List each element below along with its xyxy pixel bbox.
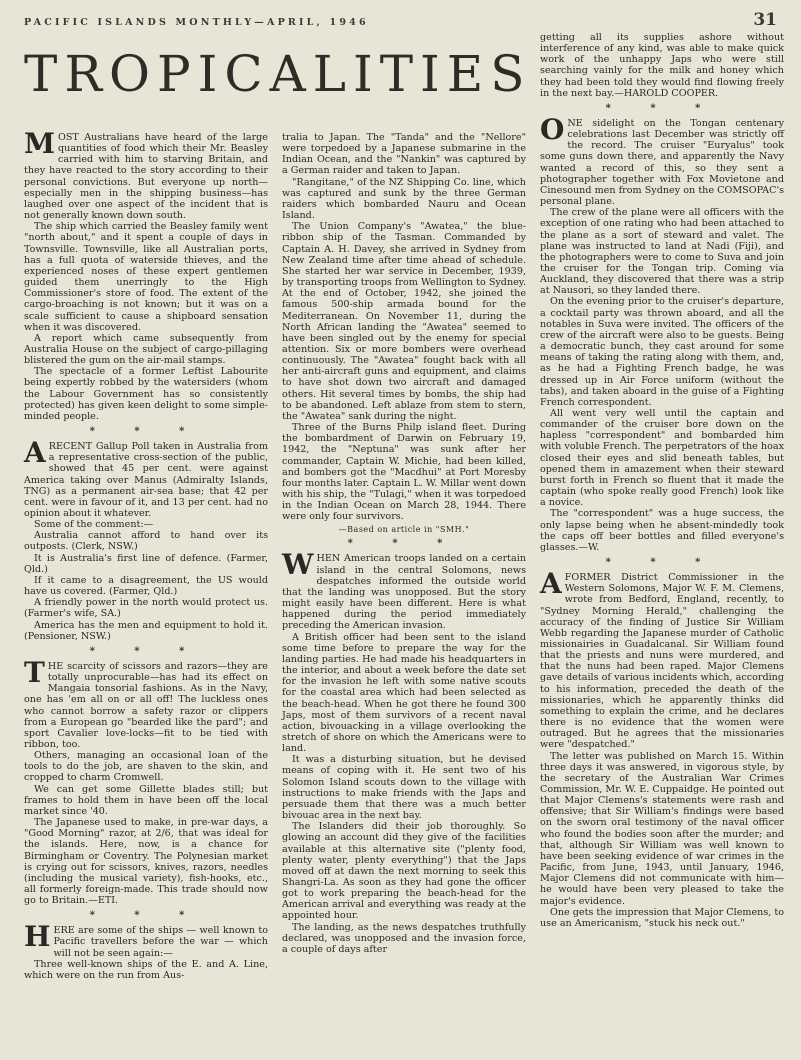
paragraph	[24, 784, 268, 817]
paragraph-text: The Islanders did their job thoroughly. So glowing an account did they give of the facilities available at this alternative site ("plenty food, plenty water, plenty everything") that the Japs moved off at dawn the next morning to seek this Shangri-La. As soon as they had gone the officer got to work preparing the beach-head for the American arrival and everything was ready at the appointed hour.	[282, 821, 526, 922]
drop-cap: M	[24, 127, 55, 160]
paragraph	[540, 112, 784, 208]
running-header	[24, 10, 777, 28]
drop-cap: O	[540, 112, 565, 146]
paragraph-text: On the evening prior to the cruiser's departure, a cocktail party was thrown aboard, and all the notables in Suva were invited. The officers of the crew of the aircraft were also to be guests. Being a democratic bunch, they cast around for some means of taking the rating along with them, and, as he had a Fighting French badge, he was dressed up in Air Force uniform (without the tabs), and taken aboard in the guise of a Fighting French correspondent.	[540, 296, 784, 408]
paragraph-text: The landing, as the news despatches truthfully declared, was unopposed and the invasion force, a couple of days after	[282, 921, 526, 955]
paragraph-text: tralia to Japan. The "Tanda" and the "Nellore" were torpedoed by a Japanese submarine in the Indian Ocean, and the "Nankin" was captured by a German raider and taken to Japan.	[282, 132, 526, 177]
paragraph-text: HE scarcity of scissors and razors—they are totally unprocurable—has had its effect on Mangaia tonsorial fashions. As in the Navy, one has 'em all on or all off! The luckless ones who cannot borrow a safety razor or clippers from a European go "bearded like the pard"; and sport Cavalier love-locks—fit to be tied with ribbon, too.	[24, 660, 268, 750]
paragraph	[24, 333, 268, 366]
column-2	[282, 32, 526, 981]
paragraph	[24, 436, 268, 519]
paragraph	[282, 548, 526, 632]
paragraph-text: A friendly power in the north would protect us. (Farmer's wife, SA.)	[24, 597, 268, 620]
section-divider: * * *	[89, 910, 203, 922]
paragraph	[282, 422, 526, 522]
article-credit: —Based on article in "SMH."	[338, 525, 470, 535]
paragraph	[24, 553, 268, 575]
paragraph	[540, 567, 784, 751]
paragraph-text: Three well-known ships of the E. and A. Line, which were on the run from Aus-	[24, 958, 268, 981]
drop-cap: A	[540, 567, 562, 601]
section-divider: * * *	[89, 645, 203, 657]
paragraph	[540, 207, 784, 296]
article-lost-ships-cont	[282, 132, 526, 522]
article-beasley	[24, 127, 268, 422]
paragraph-text: Others, managing an occasional loan of the tools to do the job, are shaven to the skin, and cropped to charm Cromwell.	[24, 750, 268, 784]
paragraph-text: The letter was published on March 15. Within three days it was answered, in vigorous style, by the secretary of the Australian War Crimes Commission, Mr. W. E. Cuppaidge. He pointed out that Major Clemens's statements were rash and offensive; that Sir William's findings were based on the sworn oral testimony of the naval officer who found the bodies soon after the murder; and that, although Sir William was well known to have been seeking evidence of war crimes in the Pacific, from June, 1943, until January, 1946, Major Clemens did not communicate with him—he would have been very pleased to take the major's evidence.	[540, 750, 784, 907]
section-divider: * * *	[605, 102, 719, 114]
paragraph	[24, 817, 268, 906]
section-divider: * * *	[89, 426, 203, 438]
paragraph	[24, 597, 268, 619]
paragraph	[540, 296, 784, 408]
paragraph	[540, 751, 784, 907]
paragraph	[24, 575, 268, 597]
drop-cap: H	[24, 920, 51, 954]
paragraph-text: The "correspondent" was a huge success, the only lapse being when he absent-mindedly took the caps off beer bottles and filled everyone's glasses.—W.	[540, 508, 784, 553]
paragraph-text: A British officer had been sent to the island some time before to prepare the way for the landing parties. He had made his headquarters in the interior, and about a week before the date set for the invasion he left with some native scouts for the coastal area which had been selected as the beach-head. When he got there he found 300 Japs, most of them survivors of a recent naval action, bivouacking in a village overlooking the stretch of shore on which the Americans were to land.	[282, 631, 526, 755]
drop-cap: A	[24, 436, 46, 470]
column-1	[24, 32, 268, 981]
section-divider: * * *	[347, 538, 461, 550]
paragraph-text: All went very well until the captain and commander of the cruiser bore down on the hapless "correspondent" and bombarded him with voluble French. The perpetrators of the hoax closed their eyes and slid beneath tables, but opened them in amazement when their steward burst forth in French so fluent that it made the captain (who spoke really good French) look like a novice.	[540, 408, 784, 509]
paragraph	[282, 132, 526, 177]
section-divider: * * *	[605, 557, 719, 569]
paragraph	[24, 127, 268, 222]
paragraph	[282, 221, 526, 422]
paragraph	[24, 221, 268, 333]
paragraph	[540, 32, 784, 99]
column-3	[540, 32, 784, 981]
paragraph-text: If it came to a disagreement, the US would have us covered. (Farmer, Qld.)	[24, 574, 268, 598]
paragraph-text: getting all its supplies ashore without interference of any kind, was able to make quick work of the unhappy Japs who were still searching vainly for the milk and honey which they had been told they would find flowing freely in the next bay.—HAROLD COOPER.	[540, 32, 784, 99]
paragraph-text: Australia cannot afford to hand over its outposts. (Clerk, NSW.)	[24, 530, 268, 553]
paragraph-text: NE sidelight on the Tongan centenary celebrations last December was strictly off the record. The cruiser "Euryalus" took some guns down there, and apparently the Navy wanted a record of this, so they sent a photographer together with Fox Movietone and Cinesound men from Sydney on the COMSOPAC's personal plane.	[540, 117, 784, 208]
columns	[24, 32, 784, 981]
paragraph-text: HEN American troops landed on a certain island in the central Solomons, news despatches informed the outside world that the landing was unopposed. But the story might easily have been different. Here is what happened during the period immediately preceding the American invasion.	[282, 553, 526, 632]
paragraph	[282, 632, 526, 755]
paragraph-text: It is Australia's first line of defence. (Farmer, Qld.)	[24, 552, 268, 575]
paragraph-text: The ship which carried the Beasley family went "north about," and it spent a couple of days in Townsville. Townsville, like all Australian ports, has a full quota of waterside thieves, and the experienced noses of these expert gentlemen guided them unerringly to the High Commissioner's store of food. The extent of the cargo-broaching is not known; but it was on a scale sufficient to cause a shipboard sensation when it was discovered.	[24, 221, 268, 333]
paragraph-text: The Japanese used to make, in pre-war days, a "Good Morning" razor, at 2/6, that was ideal for the islands. Here, now, is a chance for Birmingham or Coventry. The Polynesian market is crying out for scissors, knives, razors, needles (including the musical variety), fish-hooks, etc., all formerly foreign-made. This trade should now go to Britain.—ETI.	[24, 817, 268, 907]
paragraph-text: America has the men and equipment to hold it. (Pensioner, NSW.)	[24, 619, 268, 642]
paragraph-text: Some of the comment:—	[34, 519, 154, 531]
publication-line: PACIFIC ISLANDS MONTHLY—APRIL, 1946	[24, 17, 369, 28]
article-clemens-letter	[540, 567, 784, 929]
article-solomons-landing	[282, 548, 526, 955]
article-lost-ships	[24, 920, 268, 981]
paragraph-text: OST Australians have heard of the large quantities of food which their Mr. Beasley carried with him to starving Britain, and they have reacted to the story according to their personal convictions. But everyone up north—especially men in the shipping business—has laughed over one aspect of the incident that is not generally known down south.	[24, 132, 268, 222]
paragraph	[282, 821, 526, 921]
page-number: 31	[753, 10, 777, 30]
paragraph-text: The spectacle of a former Leftist Labourite being expertly robbed by the watersiders (whom the Labour Government has so consistently protected) has given keen delight to some simple-minded people.	[24, 366, 268, 422]
paragraph	[24, 959, 268, 981]
paragraph	[540, 508, 784, 553]
paragraph	[540, 408, 784, 508]
article-scissors-razors	[24, 655, 268, 907]
paragraph	[282, 177, 526, 222]
paragraph	[282, 754, 526, 821]
page-title: TROPICALITIES	[24, 45, 532, 103]
paragraph	[24, 750, 268, 783]
drop-cap: W	[282, 548, 314, 582]
paragraph-text: ERE are some of the ships — well known to Pacific travellers before the war — which will not be seen again:—	[53, 925, 268, 959]
paragraph-text: One gets the impression that Major Clemens, to use an Americanism, "stuck his neck out."	[540, 906, 784, 929]
paragraph	[282, 922, 526, 955]
paragraph-text: The Union Company's "Awatea," the blue-ribbon ship of the Tasman. Commanded by Captain A. H. Davey, she arrived in Sydney from New Zealand time after time ahead of schedule. She started her war service in December, 1939, by transporting troops from Wellington to Sydney. At the end of October, 1942, she joined the famous 500-ship armada bound for the Mediterranean. On November 11, during the North African landing the "Awatea" seemed to have been singled out by the enemy for special attention. Six or more bombers were overhead continuously. The "Awatea" fought back with all her anti-aircraft guns and equipment, and claims to have shot down two aircraft and damaged others. Hit several times by bombs, the ship had to be abandoned. Left ablaze from stem to stern, the "Awatea" sank during the night.	[282, 221, 526, 422]
paragraph	[540, 907, 784, 929]
article-tongan-centenary	[540, 112, 784, 553]
paragraph-text: The crew of the plane were all officers with the exception of one rating who had been attached to the plane as a sort of steward and valet. The plane was instructed to land at Nadi (Fiji), and the photographers were to come to Suva and join the cruiser for the Tongan trip. Coming via Auckland, they discovered that there was a strip at Nausori, so they landed there.	[540, 207, 784, 297]
paragraph	[24, 620, 268, 642]
paragraph-text: We can get some Gillette blades still; but frames to hold them in have been off the local market since '40.	[24, 783, 268, 817]
paragraph	[24, 655, 268, 750]
paragraph-text: "Rangitane," of the NZ Shipping Co. line, which was captured and sunk by the three German raiders which bombarded Nauru and Ocean Island.	[282, 176, 526, 222]
paragraph-text: Three of the Burns Philp island fleet. During the bombardment of Darwin on February 19, 1942, the "Neptuna" was sunk after her commander, Captain W. Michie, had been killed, and bombers got the "Macdhui" at Port Moresby four months later. Captain L. W. Millar went down with his ship, the "Tulagi," when it was torpedoed in the Indian Ocean on March 28, 1944. There were only four survivors.	[282, 422, 526, 523]
paragraph	[24, 366, 268, 422]
paragraph-text: A report which came subsequently from Australia House on the subject of cargo-pillaging blistered the gum on the air-mail stamps.	[24, 332, 268, 367]
article-gallup-poll	[24, 436, 268, 642]
paragraph	[24, 519, 268, 530]
paragraph	[24, 920, 268, 959]
drop-cap: T	[24, 655, 45, 689]
article-solomons-landing-cont	[540, 32, 784, 99]
paragraph-text: RECENT Gallup Poll taken in Australia from a representative cross-section of the public, showed that 45 per cent. were against America taking over Manus (Admiralty Islands, TNG) as a permanent air-sea base; that 42 per cent. were in favour of it, and 13 per cent. had no opinion about it whatever.	[24, 441, 268, 519]
paragraph	[24, 530, 268, 552]
paragraph-text: It was a disturbing situation, but he devised means of coping with it. He sent two of his Solomon Island scouts down to the village with instructions to make friends with the Japs and persuade them that there was a much better bivouac area in the next bay.	[282, 754, 526, 822]
paragraph-text: FORMER District Commissioner in the Western Solomons, Major W. F. M. Clemens, wrote from Bedford, England, recently, to "Sydney Morning Herald," challenging the accuracy of the finding of Justice Sir William Webb regarding the Japanese murder of Catholic missionairies in Guadalcanal. Sir William found that the priests and nuns were murdered, and that the nuns had been raped. Major Clemens gave details of various incidents which, according to his information, preceded the death of the missionaries, which he apparently thinks did something to explain the crime, and he declares there is no evidence that the women were outraged. But he agrees that the missionaries were "despatched."	[540, 572, 784, 751]
